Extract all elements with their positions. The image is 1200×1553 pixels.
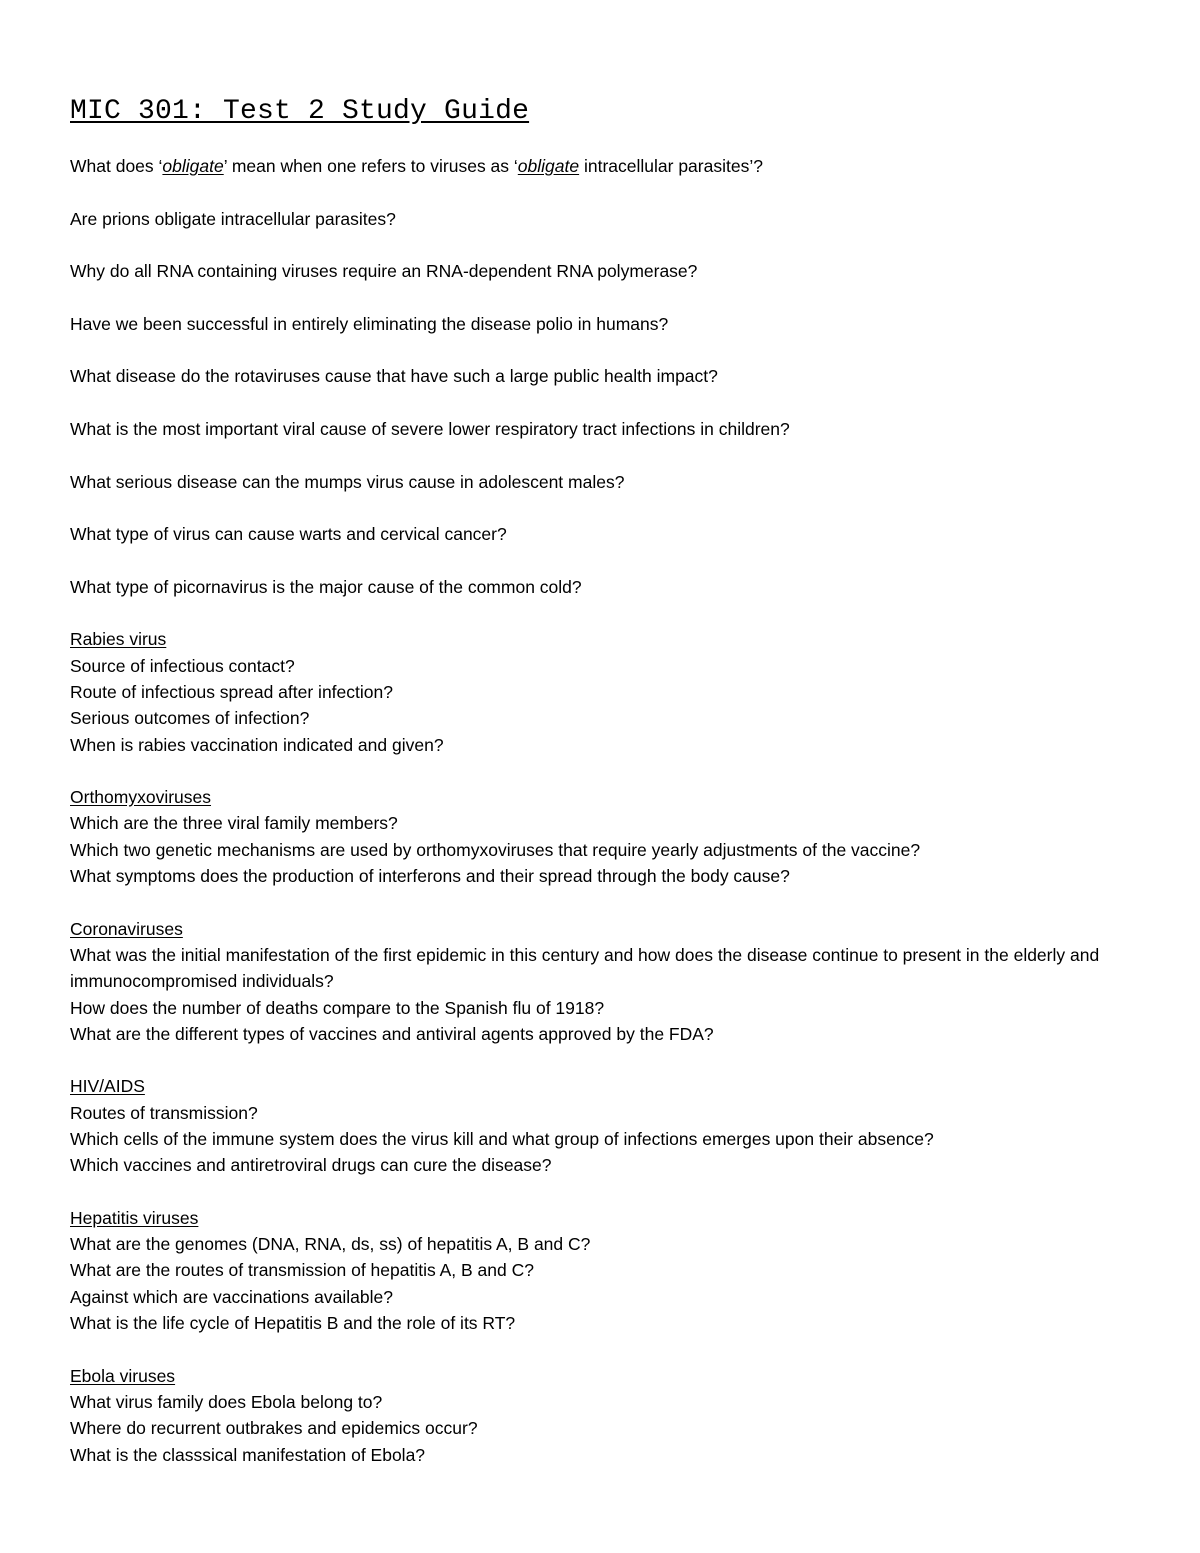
question: What serious disease can the mumps virus cause in adolescent males? (70, 471, 625, 492)
question: What is the most important viral cause of severe lower respiratory tract infections in children? (70, 418, 790, 439)
term-obligate: obligate (162, 156, 224, 176)
question: What disease do the rotaviruses cause that have such a large public health impact? (70, 366, 718, 387)
section-orthomyxoviruses (70, 784, 1140, 889)
section-question: How does the number of deaths compare to the Spanish flu of 1918? (70, 997, 605, 1018)
question: Have we been successful in entirely eliminating the disease polio in humans? (70, 313, 669, 334)
section-question: What are the genomes (DNA, RNA, ds, ss) of hepatitis A, B and C? (70, 1234, 591, 1255)
section-hiv-aids (70, 1073, 1140, 1178)
section-question: What is the life cycle of Hepatitis B and the role of its RT? (70, 1313, 516, 1334)
question: What type of virus can cause warts and cervical cancer? (70, 524, 507, 545)
term-obligate: obligate (517, 156, 580, 176)
section-question: Route of infectious spread after infection? (70, 681, 393, 702)
section-question: Source of infectious contact? (70, 655, 295, 676)
section-heading: Ebola viruses (70, 1365, 176, 1386)
question: Why do all RNA containing viruses require an RNA-dependent RNA polymerase? (70, 261, 698, 282)
intro-question (70, 153, 1140, 179)
intro-question-text: ’ mean when one refers to viruses as ‘ (223, 156, 518, 176)
intro-question-text: What does ‘ (70, 156, 163, 176)
section-question: Which two genetic mechanisms are used by orthomyxoviruses that require yearly adjustments of the vaccine? (70, 839, 921, 860)
question: What type of picornavirus is the major cause of the common cold? (70, 576, 582, 597)
section-heading: Orthomyxoviruses (70, 787, 212, 808)
section-question: What are the routes of transmission of hepatitis A, B and C? (70, 1260, 534, 1281)
section-rabies (70, 626, 1140, 757)
section-question: When is rabies vaccination indicated and given? (70, 734, 444, 755)
section-heading: Coronaviruses (70, 918, 183, 939)
intro-question-text: intracellular parasites’? (579, 156, 763, 176)
section-question: Which vaccines and antiretroviral drugs can cure the disease? (70, 1155, 552, 1176)
section-coronaviruses (70, 916, 1140, 1047)
section-question: Against which are vaccinations available? (70, 1286, 393, 1307)
section-question: Serious outcomes of infection? (70, 708, 310, 729)
section-heading: Rabies virus (70, 629, 167, 650)
document-page (70, 96, 1140, 1494)
section-question: What is the classsical manifestation of Ebola? (70, 1444, 426, 1465)
section-question: Which cells of the immune system does the virus kill and what group of infections emerges upon their absence? (70, 1128, 934, 1149)
section-ebola (70, 1363, 1140, 1468)
section-question: What virus family does Ebola belong to? (70, 1391, 383, 1412)
section-question: Where do recurrent outbrakes and epidemics occur? (70, 1418, 478, 1439)
section-hepatitis (70, 1205, 1140, 1336)
section-question: Routes of transmission? (70, 1102, 258, 1123)
section-heading: HIV/AIDS (70, 1076, 145, 1097)
section-question: Which are the three viral family members? (70, 813, 398, 834)
question: Are prions obligate intracellular parasites? (70, 208, 396, 229)
section-heading: Hepatitis viruses (70, 1207, 199, 1228)
section-question: What are the different types of vaccines and antiviral agents approved by the FDA? (70, 1023, 714, 1044)
page-title: MIC 301: Test 2 Study Guide (70, 96, 530, 127)
section-question: What symptoms does the production of interferons and their spread through the body cause? (70, 866, 790, 887)
section-question: What was the initial manifestation of the first epidemic in this century and how does the disease continue to present in the elderly and immunocompromised individuals? (70, 944, 1100, 992)
